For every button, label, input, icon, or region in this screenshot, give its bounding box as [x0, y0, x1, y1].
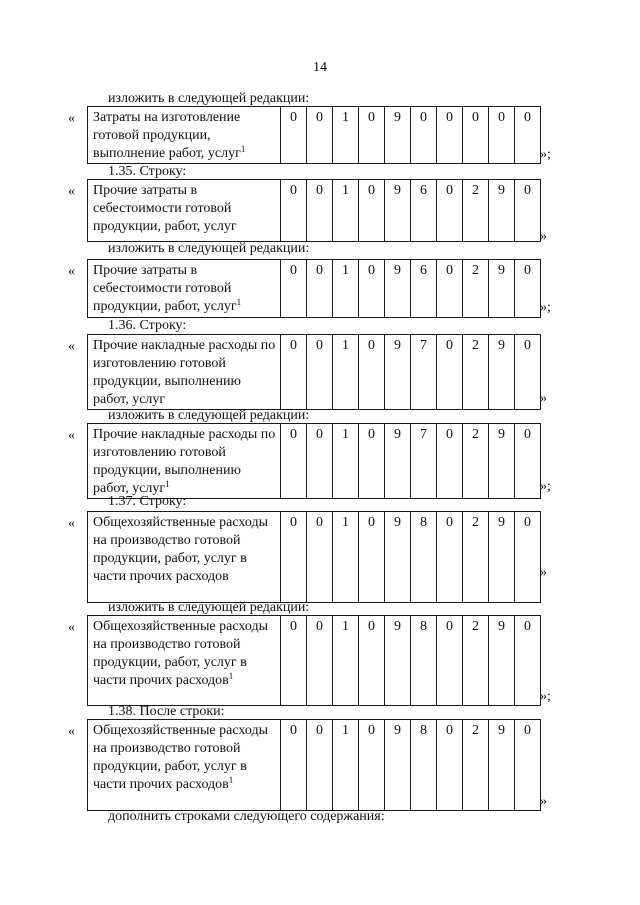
line-name: Прочие затраты в себестоимости готовой продукции, работ, услуг — [93, 263, 237, 314]
line-name-cell — [88, 720, 281, 811]
code-digit-cell: 0 — [307, 180, 333, 242]
code-digit-cell: 0 — [281, 512, 307, 603]
opening-quote: « — [68, 620, 75, 635]
code-digit-cell: 0 — [307, 335, 333, 410]
report-line-row — [88, 720, 541, 811]
code-digit-cell: 9 — [489, 512, 515, 603]
instruction-text: дополнить строками следующего содержания: — [108, 809, 385, 824]
code-digit-cell: 0 — [281, 616, 307, 706]
code-digit-cell: 7 — [411, 424, 437, 499]
code-digit-cell: 2 — [463, 335, 489, 410]
instruction-text: изложить в следующей редакции: — [108, 408, 310, 423]
code-digit-cell: 9 — [489, 335, 515, 410]
line-name-cell — [88, 424, 281, 499]
line-name-cell — [88, 107, 281, 164]
opening-quote: « — [68, 111, 75, 126]
instruction-text: 1.37. Строку: — [108, 494, 187, 509]
line-name: Прочие накладные расходы по изготовлению готовой продукции, выполнению работ, услуг — [93, 427, 276, 496]
closing-quote: » — [540, 565, 547, 580]
footnote-marker: 1 — [228, 775, 234, 785]
report-line-table — [87, 423, 541, 499]
code-digit-cell: 1 — [333, 512, 359, 603]
instruction-text: 1.38. После строки: — [108, 704, 225, 719]
code-digit-cell: 7 — [411, 335, 437, 410]
opening-quote: « — [68, 516, 75, 531]
code-digit-cell: 9 — [385, 260, 411, 318]
code-digit-cell: 2 — [463, 512, 489, 603]
report-line-row — [88, 424, 541, 499]
report-line-table — [87, 106, 541, 164]
line-name: Общехозяйственные расходы на производство готовой продукции, работ, услуг в части прочих расходов — [93, 723, 268, 792]
code-digit-cell: 0 — [515, 424, 541, 499]
code-digit-cell: 1 — [333, 616, 359, 706]
code-digit-cell: 0 — [307, 107, 333, 164]
page-number: 14 — [313, 60, 327, 75]
code-digit-cell: 0 — [437, 335, 463, 410]
report-line-table — [87, 334, 541, 410]
code-digit-cell: 9 — [385, 424, 411, 499]
closing-quote: »; — [540, 689, 551, 704]
code-digit-cell: 6 — [411, 180, 437, 242]
code-digit-cell: 0 — [359, 260, 385, 318]
code-digit-cell: 0 — [437, 512, 463, 603]
line-name-cell — [88, 512, 281, 603]
code-digit-cell: 0 — [489, 107, 515, 164]
code-digit-cell: 0 — [437, 260, 463, 318]
code-digit-cell: 8 — [411, 720, 437, 811]
instruction-text: 1.35. Строку: — [108, 164, 187, 179]
code-digit-cell: 0 — [359, 616, 385, 706]
code-digit-cell: 8 — [411, 616, 437, 706]
opening-quote: « — [68, 184, 75, 199]
code-digit-cell: 0 — [359, 720, 385, 811]
instruction-text: 1.36. Строку: — [108, 318, 187, 333]
report-line-row — [88, 180, 541, 242]
code-digit-cell: 0 — [437, 180, 463, 242]
code-digit-cell: 0 — [307, 424, 333, 499]
code-digit-cell: 2 — [463, 260, 489, 318]
report-line-block — [68, 106, 568, 163]
code-digit-cell: 1 — [333, 424, 359, 499]
code-digit-cell: 0 — [307, 260, 333, 318]
code-digit-cell: 9 — [385, 512, 411, 603]
code-digit-cell: 9 — [489, 180, 515, 242]
opening-quote: « — [68, 264, 75, 279]
code-digit-cell: 0 — [307, 512, 333, 603]
code-digit-cell: 0 — [437, 424, 463, 499]
code-digit-cell: 0 — [281, 260, 307, 318]
code-digit-cell: 2 — [463, 720, 489, 811]
line-name-cell — [88, 260, 281, 318]
line-name-cell — [88, 616, 281, 706]
code-digit-cell: 1 — [333, 720, 359, 811]
code-digit-cell: 0 — [437, 616, 463, 706]
code-digit-cell: 9 — [489, 720, 515, 811]
closing-quote: »; — [540, 300, 551, 315]
opening-quote: « — [68, 339, 75, 354]
instruction-text: изложить в следующей редакции: — [108, 600, 310, 615]
instruction-text: изложить в следующей редакции: — [108, 91, 310, 106]
footnote-marker: 1 — [236, 297, 242, 307]
code-digit-cell: 0 — [359, 424, 385, 499]
report-line-row — [88, 616, 541, 706]
line-name: Общехозяйственные расходы на производство готовой продукции, работ, услуг в части прочих расходов — [93, 515, 268, 584]
closing-quote: » — [540, 391, 547, 406]
report-line-row — [88, 335, 541, 410]
closing-quote: »; — [540, 479, 551, 494]
code-digit-cell: 9 — [385, 616, 411, 706]
opening-quote: « — [68, 724, 75, 739]
report-line-block — [68, 511, 568, 602]
report-line-row — [88, 260, 541, 318]
code-digit-cell: 0 — [307, 616, 333, 706]
line-name: Затраты на изготовление готовой продукции, выполнение работ, услуг — [93, 110, 241, 161]
code-digit-cell: 1 — [333, 107, 359, 164]
closing-quote: » — [540, 794, 547, 809]
line-name: Общехозяйственные расходы на производство готовой продукции, работ, услуг в части прочих расходов — [93, 619, 268, 688]
code-digit-cell: 0 — [281, 424, 307, 499]
code-digit-cell: 0 — [437, 107, 463, 164]
code-digit-cell: 6 — [411, 260, 437, 318]
code-digit-cell: 0 — [515, 616, 541, 706]
code-digit-cell: 0 — [307, 720, 333, 811]
code-digit-cell: 8 — [411, 512, 437, 603]
closing-quote: » — [540, 229, 547, 244]
line-name: Прочие затраты в себестоимости готовой продукции, работ, услуг — [93, 183, 237, 234]
code-digit-cell: 0 — [515, 260, 541, 318]
code-digit-cell: 0 — [359, 180, 385, 242]
code-digit-cell: 0 — [463, 107, 489, 164]
code-digit-cell: 0 — [515, 180, 541, 242]
code-digit-cell: 2 — [463, 424, 489, 499]
report-line-block — [68, 334, 568, 408]
line-name-cell — [88, 180, 281, 242]
code-digit-cell: 0 — [515, 720, 541, 811]
code-digit-cell: 2 — [463, 180, 489, 242]
code-digit-cell: 0 — [515, 512, 541, 603]
report-line-table — [87, 719, 541, 811]
code-digit-cell: 9 — [385, 180, 411, 242]
footnote-marker: 1 — [228, 671, 234, 681]
report-line-table — [87, 179, 541, 242]
code-digit-cell: 2 — [463, 616, 489, 706]
code-digit-cell: 0 — [281, 335, 307, 410]
code-digit-cell: 1 — [333, 180, 359, 242]
footnote-marker: 1 — [165, 479, 170, 489]
footnote-marker: 1 — [240, 144, 246, 154]
code-digit-cell: 0 — [359, 107, 385, 164]
code-digit-cell: 1 — [333, 335, 359, 410]
code-digit-cell: 9 — [489, 260, 515, 318]
code-digit-cell: 0 — [359, 335, 385, 410]
code-digit-cell: 1 — [333, 260, 359, 318]
code-digit-cell: 0 — [411, 107, 437, 164]
line-name: Прочие накладные расходы по изготовлению готовой продукции, выполнению работ, услуг — [93, 338, 276, 407]
code-digit-cell: 0 — [437, 720, 463, 811]
report-line-block — [68, 719, 568, 810]
code-digit-cell: 9 — [489, 424, 515, 499]
report-line-row — [88, 512, 541, 603]
code-digit-cell: 0 — [281, 720, 307, 811]
code-digit-cell: 9 — [385, 720, 411, 811]
code-digit-cell: 9 — [385, 107, 411, 164]
code-digit-cell: 0 — [515, 107, 541, 164]
code-digit-cell: 9 — [489, 616, 515, 706]
closing-quote: »; — [540, 147, 551, 162]
code-digit-cell: 0 — [281, 180, 307, 242]
opening-quote: « — [68, 428, 75, 443]
report-line-block — [68, 179, 568, 244]
code-digit-cell: 0 — [359, 512, 385, 603]
report-line-block — [68, 423, 568, 496]
report-line-block — [68, 615, 568, 705]
report-line-table — [87, 615, 541, 706]
code-digit-cell: 9 — [385, 335, 411, 410]
report-line-table — [87, 511, 541, 603]
report-line-row — [88, 107, 541, 164]
report-line-table — [87, 259, 541, 318]
instruction-text: изложить в следующей редакции: — [108, 241, 310, 256]
line-name-cell — [88, 335, 281, 410]
code-digit-cell: 0 — [281, 107, 307, 164]
code-digit-cell: 0 — [515, 335, 541, 410]
report-line-block — [68, 259, 568, 317]
